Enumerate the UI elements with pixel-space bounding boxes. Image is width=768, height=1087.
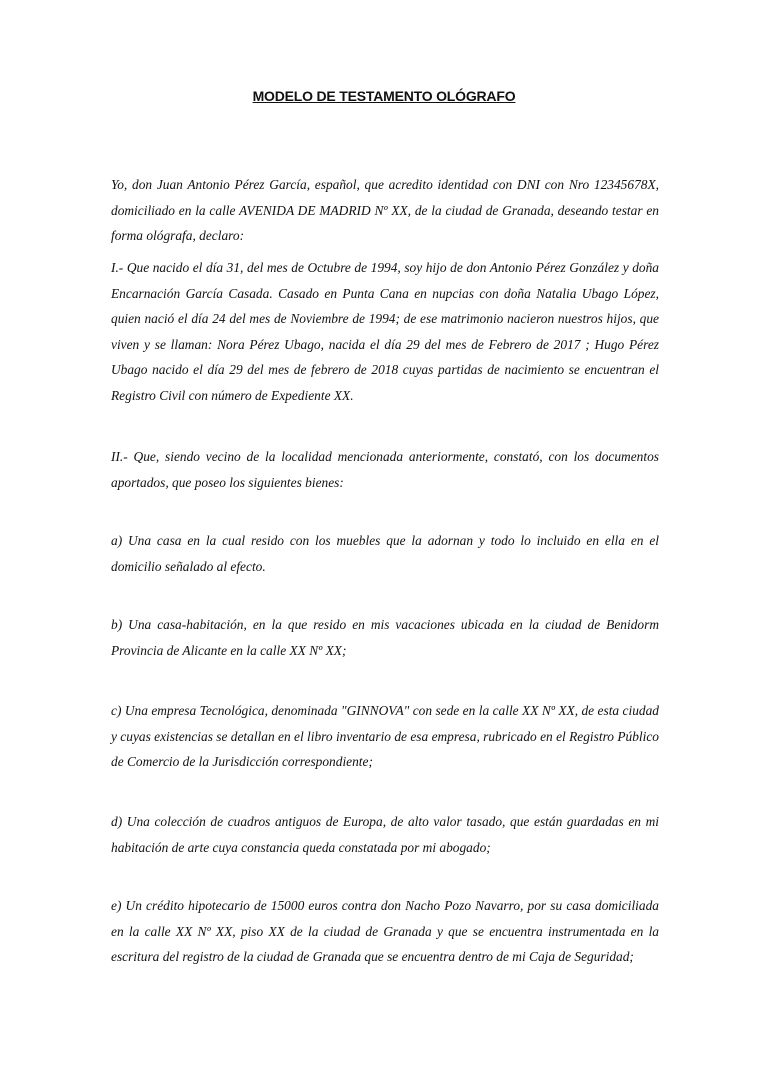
document-title: MODELO DE TESTAMENTO OLÓGRAFO [252,88,516,104]
paragraph-asset-a: a) Una casa en la cual resido con los muebles que la adornan y todo lo incluido en ella en el domicilio señalado al efecto. [111,533,659,574]
paragraph-asset-b: b) Una casa-habitación, en la que resido en mis vacaciones ubicada en la ciudad de Benidorm Provincia de Alicante en la calle XX Nº XX; [111,617,659,658]
paragraph-intro: Yo, don Juan Antonio Pérez García, español, que acredito identidad con DNI con Nro 12345678X, domiciliado en la calle AVENIDA DE MADRID Nº XX, de la ciudad de Granada, deseando testar en forma ológrafa, declaro: [111,177,659,244]
paragraph-asset-c: c) Una empresa Tecnológica, denominada "GINNOVA" con sede en la calle XX Nº XX, de esta ciudad y cuyas existencias se detallan en el libro inventario de esa empresa, rubricado en el Registro Público de Comercio de la Jurisdicción correspondiente; [111,703,659,770]
paragraph-asset-e: e) Un crédito hipotecario de 15000 euros contra don Nacho Pozo Navarro, por su casa domiciliada en la calle XX Nº XX, piso XX de la ciudad de Granada y que se encuentra instrumentada en la escritura del registro de la ciudad de Granada que se encuentra dentro de mi Caja de Seguridad; [111,898,659,965]
paragraph-asset-d: d) Una colección de cuadros antiguos de Europa, de alto valor tasado, que están guardadas en mi habitación de arte cuya constancia queda constatada por mi abogado; [111,814,659,855]
paragraph-clause-two: II.- Que, siendo vecino de la localidad mencionada anteriormente, constató, con los documentos aportados, que poseo los siguientes bienes: [111,449,659,490]
paragraph-clause-one: I.- Que nacido el día 31, del mes de Octubre de 1994, soy hijo de don Antonio Pérez González y doña Encarnación García Casada. Casado en Punta Cana en nupcias con doña Natalia Ubago López, quien nació el día 24 del mes de Noviembre de 1994; de ese matrimonio nacieron nuestros hijos, que viven y se llaman: Nora Pérez Ubago, nacida el día 29 del mes de Febrero de 2017 ; Hugo Pérez Ubago nacido el día 29 del mes de febrero de 2018 cuyas partidas de nacimiento se encuentran el Registro Civil con número de Expediente XX. [111,260,659,403]
